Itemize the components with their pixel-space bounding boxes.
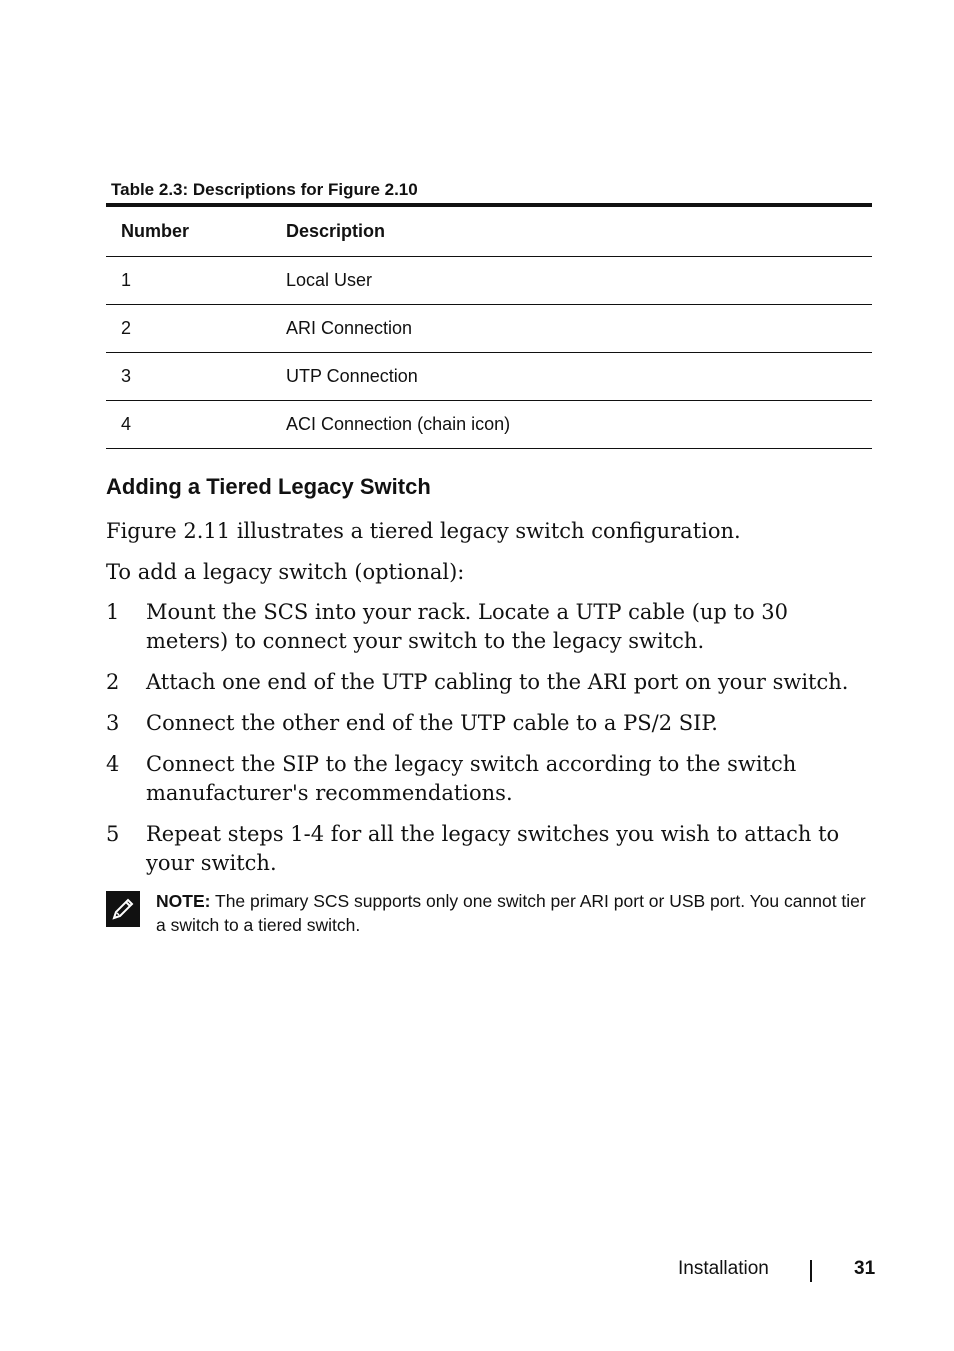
row-number: 2 [106, 305, 271, 353]
step-text: Mount the SCS into your rack. Locate a UTP cable (up to 30 meters) to connect your switch to the legacy switch. [146, 600, 789, 653]
row-number: 3 [106, 353, 271, 401]
table-row [106, 257, 872, 305]
list-item [106, 820, 872, 878]
table-caption: Table 2.3: Descriptions for Figure 2.10 [111, 180, 418, 199]
descriptions-table [106, 203, 872, 449]
pencil-note-icon [106, 891, 140, 927]
step-text: Connect the other end of the UTP cable to a PS/2 SIP. [146, 711, 718, 735]
footer-section-title: Installation [678, 1258, 769, 1279]
step-text: Connect the SIP to the legacy switch according to the switch manufacturer's recommendations. [146, 752, 797, 805]
intro-paragraph: Figure 2.11 illustrates a tiered legacy switch configuration. [106, 519, 741, 543]
table-row [106, 401, 872, 449]
column-header-number: Number [106, 205, 271, 257]
list-item [106, 750, 872, 808]
step-number: 2 [106, 670, 120, 694]
note-callout [106, 889, 876, 937]
step-text: Repeat steps 1-4 for all the legacy switches you wish to attach to your switch. [146, 822, 840, 875]
step-number: 5 [106, 822, 120, 846]
row-number: 1 [106, 257, 271, 305]
section-heading: Adding a Tiered Legacy Switch [106, 474, 431, 499]
row-description: ARI Connection [271, 305, 872, 353]
step-number: 4 [106, 752, 120, 776]
note-label: NOTE: [156, 891, 211, 911]
list-item [106, 709, 872, 738]
table-row [106, 305, 872, 353]
table-row [106, 353, 872, 401]
table-header-row [106, 205, 872, 257]
steps-list [106, 598, 872, 890]
footer-divider [810, 1260, 812, 1282]
column-header-description: Description [271, 205, 872, 257]
note-content: The primary SCS supports only one switch per ARI port or USB port. You cannot tier a switch to a tiered switch. [156, 891, 866, 935]
row-description: UTP Connection [271, 353, 872, 401]
lead-paragraph: To add a legacy switch (optional): [106, 560, 465, 584]
row-description: ACI Connection (chain icon) [271, 401, 872, 449]
list-item [106, 598, 872, 656]
row-number: 4 [106, 401, 271, 449]
list-item [106, 668, 872, 697]
step-number: 3 [106, 711, 120, 735]
page-number: 31 [854, 1258, 876, 1279]
step-text: Attach one end of the UTP cabling to the ARI port on your switch. [146, 670, 849, 694]
note-text [156, 889, 876, 937]
step-number: 1 [106, 600, 120, 624]
row-description: Local User [271, 257, 872, 305]
